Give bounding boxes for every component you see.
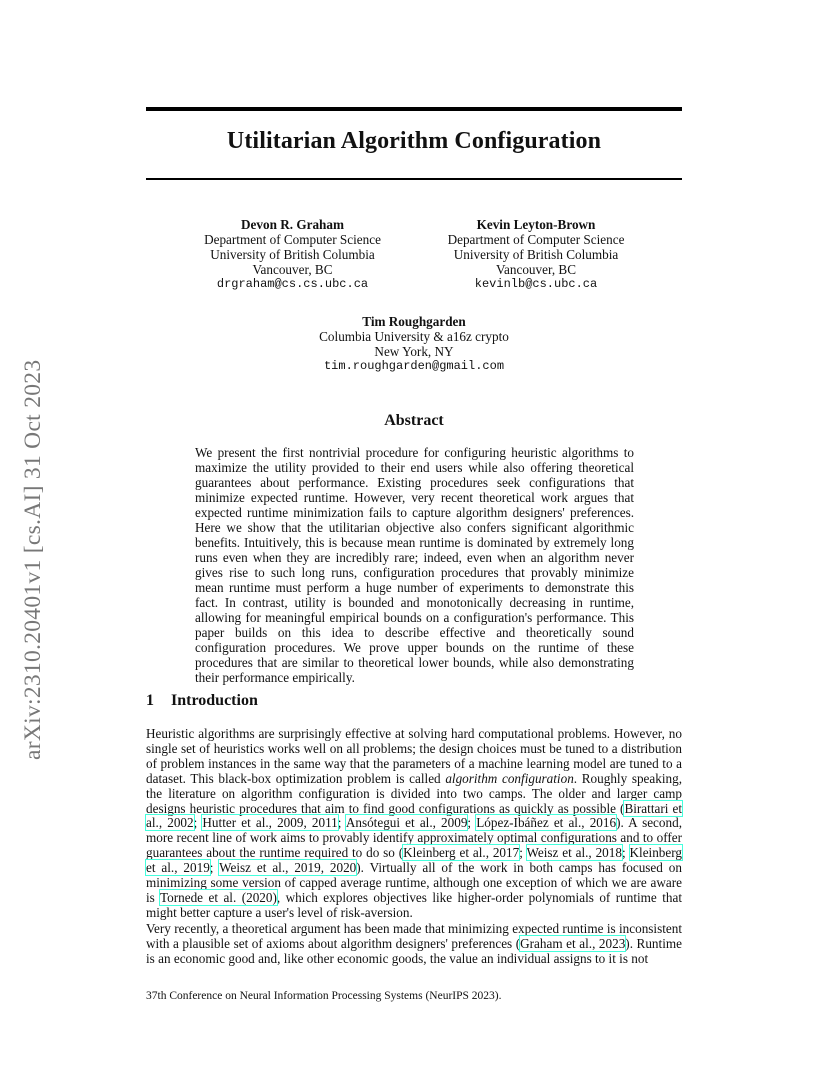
author-location: Vancouver, BC (252, 262, 333, 277)
citation-link[interactable]: Kleinberg et al., 2019 (146, 845, 682, 876)
author-email[interactable]: kevinlb@cs.ubc.ca (474, 277, 598, 291)
citation-link[interactable]: Tornede et al. (2020) (160, 889, 277, 905)
section-number: 1 (146, 692, 154, 709)
text-run: . Roughly speaking, the literature on algorithm configuration is divided into two camps. The older and larger camp designs heuristic procedures that aim to find good configurations as quickly as possible ( (146, 770, 683, 816)
title-rule-top (146, 107, 682, 111)
citation-link[interactable]: Birattari et al., 2002 (146, 800, 682, 831)
author-location: Vancouver, BC (495, 262, 577, 277)
author-name: Kevin Leyton-Brown (476, 217, 596, 232)
text-run: Heuristic algorithms are surprisingly effective at solving hard computational problems. However, no single set of heuristics works well on all problems; the design choices must be tuned to a distribution of problem instances in the same way that the parameters of a machine learning model are tuned to a dataset. This black-box optimization problem is called (146, 726, 682, 786)
intro-paragraph-2 (146, 922, 682, 967)
citation-link[interactable]: Hutter et al., 2009, 2011 (202, 815, 338, 831)
abstract-heading: Abstract (384, 412, 444, 429)
abstract-text: We present the first nontrivial procedure for configuring heuristic algorithms to maximize the utility provided to their end users while also offering theoretical guarantees about performance. Existing procedures seek configurations that minimize expected runtime. However, very recent theoretical work argues that expected runtime minimization fails to capture algorithm designers' preferences. Here we show that the utilitarian objective also confers significant algorithmic benefits. Intuitively, this is because mean runtime is dominated by extremely long runs even when they are incredibly rare; indeed, even when an algorithm never gives rise to such long runs, configuration procedures that provably minimize mean runtime must perform a huge number of experiments to demonstrate this fact. In contrast, utility is bounded and monotonically decreasing in runtime, allowing for meaningful empirical bounds on a configuration's performance. This paper builds on this idea to describe effective and theoretically sound configuration procedures. We prove upper bounds on the runtime of these procedures that are similar to theoretical lower bounds, while also demonstrating their performance empirically. (195, 445, 634, 685)
citation-link[interactable]: Ansótegui et al., 2009 (345, 815, 468, 831)
citation-link[interactable]: Kleinberg et al., 2017 (403, 845, 520, 861)
section-heading (146, 692, 258, 710)
title-rule-bottom (146, 178, 682, 180)
author-name: Devon R. Graham (241, 217, 344, 232)
author-institution: University of British Columbia (210, 247, 375, 262)
arxiv-identifier: arXiv:2310.20401v1 [cs.AI] 31 Oct 2023 (20, 359, 46, 760)
author-name: Tim Roughgarden (362, 314, 466, 329)
section-title: Introduction (171, 692, 258, 709)
citation-link[interactable]: Weisz et al., 2019, 2020 (219, 860, 357, 876)
author-email[interactable]: drgraham@cs.cs.ubc.ca (216, 277, 369, 291)
emphasis-term: algorithm configuration (445, 770, 574, 786)
citation-link[interactable]: López-Ibáñez et al., 2016 (476, 815, 617, 831)
citation-link[interactable]: Weisz et al., 2018 (526, 845, 622, 861)
author-institution: Columbia University & a16z crypto (319, 329, 509, 344)
paper-title: Utilitarian Algorithm Configuration (226, 128, 602, 154)
author-institution: University of British Columbia (453, 247, 619, 262)
author-block-2 (436, 217, 636, 292)
text-run: Very recently, a theoretical argument has been made that minimizing expected runtime is inconsistent with a plausible set of axioms about algorithm designers' preferences ( (146, 921, 682, 951)
intro-paragraph-1: Heuristic algorithms are surprisingly effective at solving hard computational problems. However, no single set of heuristics works well on all problems; the design choices must be tuned to a distribution of problem instances in the same way that the parameters of a machine learning model are tuned to a dataset. This black-box optimization problem is called algorithm configuration. Roughly speaking, the literature on algorithm configuration is divided into two camps. The older and larger camp designs heuristic procedures that aim to find good configurations as quickly as possible (Birattari et al., 2002; Hutter et al., 2009, 2011; Ansótegui et al., 2009; López-Ibáñez et al., 2016). A second, more recent line of work aims to provably identify approximately optimal configurations and to offer guarantees about the runtime required to do so (Kleinberg et al., 2017; Weisz et al., 2018; Kleinberg et al., 2019; Weisz et al., 2019, 2020). Virtually all of the work in both camps has focused on minimizing some version of capped average runtime, although one exception of which we are aware is Tornede et al. (2020), which explores objectives like higher-order polynomials of runtime that might better capture a user's level of risk-aversion. (146, 726, 683, 920)
author-block-1 (190, 217, 395, 292)
author-department: Department of Computer Science (447, 232, 625, 247)
citation-link[interactable]: Graham et al., 2023 (520, 935, 626, 951)
author-location: New York, NY (374, 344, 454, 359)
conference-footnote: 37th Conference on Neural Information Processing Systems (NeurIPS 2023). (146, 990, 502, 1002)
author-email[interactable]: tim.roughgarden@gmail.com (323, 359, 505, 373)
text-run: ). Runtime is an economic good and, like other economic goods, the value an individual assigns to it is not (146, 935, 682, 966)
text-run: ). A second, more recent line of work aims to provably identify approximately optimal configurations and to offer guarantees about the runtime required to do so ( (146, 815, 682, 861)
author-block-3 (300, 314, 528, 374)
text-run: , which explores objectives like higher-order polynomials of runtime that might better capture a user's level of risk-aversion. (146, 889, 682, 920)
text-run: ). Virtually all of the work in both camps has focused on minimizing some version of capped average runtime, although one exception of which we are aware is (146, 860, 682, 905)
author-department: Department of Computer Science (204, 232, 381, 247)
